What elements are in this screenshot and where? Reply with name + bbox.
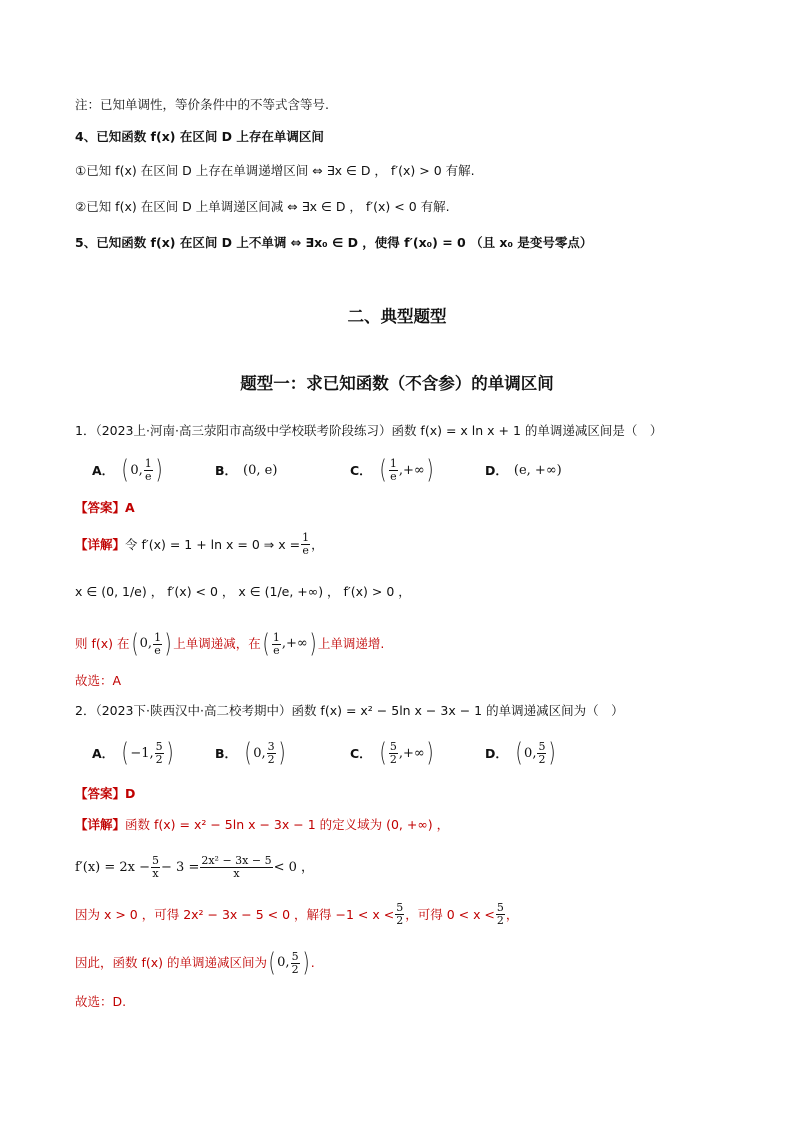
q1-answer: 【答案】A — [75, 500, 135, 515]
interval: (0, e) — [243, 462, 278, 478]
q2-stem: 2．（2023下·陕西汉中·高二校考期中）函数 f(x) = x² − 5ln x − 3x − 1 的单调递减区间为（ ） — [75, 703, 624, 718]
item4-a: ①已知 f(x) 在区间 D 上存在单调递增区间 ⇔ ∃x ∈ D ， f′(x) > 0 有解. — [75, 163, 475, 178]
item4-b: ②已知 f(x) 在区间 D 上单调递区间减 ⇔ ∃x ∈ D ， f′(x) < 0 有解. — [75, 199, 450, 214]
q1-choice-c[interactable] — [350, 457, 485, 483]
q2-detail-4: 因此，函数 f(x) 的单调递减区间为 ( 0, $\frac{5}{2}$ ) . — [75, 948, 315, 978]
interval: ( 0, $\frac{5}{2}$ ) — [515, 738, 557, 768]
q1-conclusion: 故选：A — [75, 673, 122, 688]
choice-label: C． — [350, 463, 372, 478]
choice-label: B． — [215, 463, 238, 478]
q1-choices — [92, 452, 734, 488]
q1-detail-1: 【详解】 令 f′(x) = 1 + ln x = 0 ⇒ x = $\frac{1}{e}$ ， — [75, 531, 324, 557]
section-title: 二、典型题型 — [347, 307, 447, 326]
interval: ( 0, $\frac{3}{2}$ ) — [244, 738, 286, 768]
q1-detail-2: x ∈ (0, 1/e) ， f′(x) < 0 ， x ∈ (1/e, +∞) ， f′(x) > 0 ， — [75, 584, 411, 599]
q2-choice-b[interactable] — [215, 740, 350, 766]
interval: ( $\frac{1}{e}$ ,+∞ ) — [379, 455, 434, 485]
q2-choice-a[interactable] — [92, 740, 215, 766]
choice-label: D． — [485, 746, 508, 761]
interval: (e, +∞) — [513, 462, 562, 478]
q1-stem: 1．（2023上·河南·高三荥阳市高级中学校联考阶段练习）函数 f(x) = x ln x + 1 的单调递减区间是（ ） — [75, 423, 663, 438]
q1-choice-b[interactable] — [215, 461, 350, 479]
q2-detail-3: 因为 x > 0 ，可得 2x² − 3x − 5 < 0 ，解得 −1 < x < $\frac{5}{2}$ ，可得 0 < x < $\frac{5}{2}$ ， — [75, 901, 519, 927]
q2-answer: 【答案】D — [75, 786, 136, 801]
item5-title: 5、已知函数 f(x) 在区间 D 上不单调 ⇔ ∃x₀ ∈ D ，使得 f′(x₀) = 0 （且 x₀ 是变号零点） — [75, 235, 593, 250]
choice-label: A． — [92, 746, 115, 761]
q2-conclusion: 故选：D. — [75, 994, 127, 1009]
choice-label: D． — [485, 463, 508, 478]
interval: ( $\frac{5}{2}$ ,+∞ ) — [379, 738, 434, 768]
interval: ( −1, $\frac{5}{2}$ ) — [121, 738, 174, 768]
q2-choices — [92, 735, 734, 771]
q2-detail-1: 【详解】函数 f(x) = x² − 5ln x − 3x − 1 的定义域为 (0, +∞) ， — [75, 817, 450, 832]
choice-label: A． — [92, 463, 115, 478]
q2-detail-2: f′(x) = 2x − $\frac{5}{x}$ − 3 = $\frac{\text{2x² − 3x − 5}}{x}$ < 0 ， — [75, 854, 315, 880]
q1-detail-3: 则 f(x) 在 ( 0, $\frac{1}{e}$ ) 上单调递减，在 ( $\frac{1}{e}$ ,+∞ ) 上单调递增. — [75, 629, 385, 659]
subsection-title: 题型一：求已知函数（不含参）的单调区间 — [240, 374, 554, 393]
choice-label: B． — [215, 746, 238, 761]
q2-choice-d[interactable] — [485, 740, 558, 766]
q2-choice-c[interactable] — [350, 740, 485, 766]
item4-title: 4、已知函数 f(x) 在区间 D 上存在单调区间 — [75, 129, 324, 144]
interval: ( 0, $\frac{1}{e}$ ) — [121, 455, 163, 485]
note-line: 注：已知单调性，等价条件中的不等式含等号. — [75, 97, 329, 112]
q1-choice-a[interactable] — [92, 457, 215, 483]
q1-choice-d[interactable] — [485, 461, 562, 479]
choice-label: C． — [350, 746, 372, 761]
